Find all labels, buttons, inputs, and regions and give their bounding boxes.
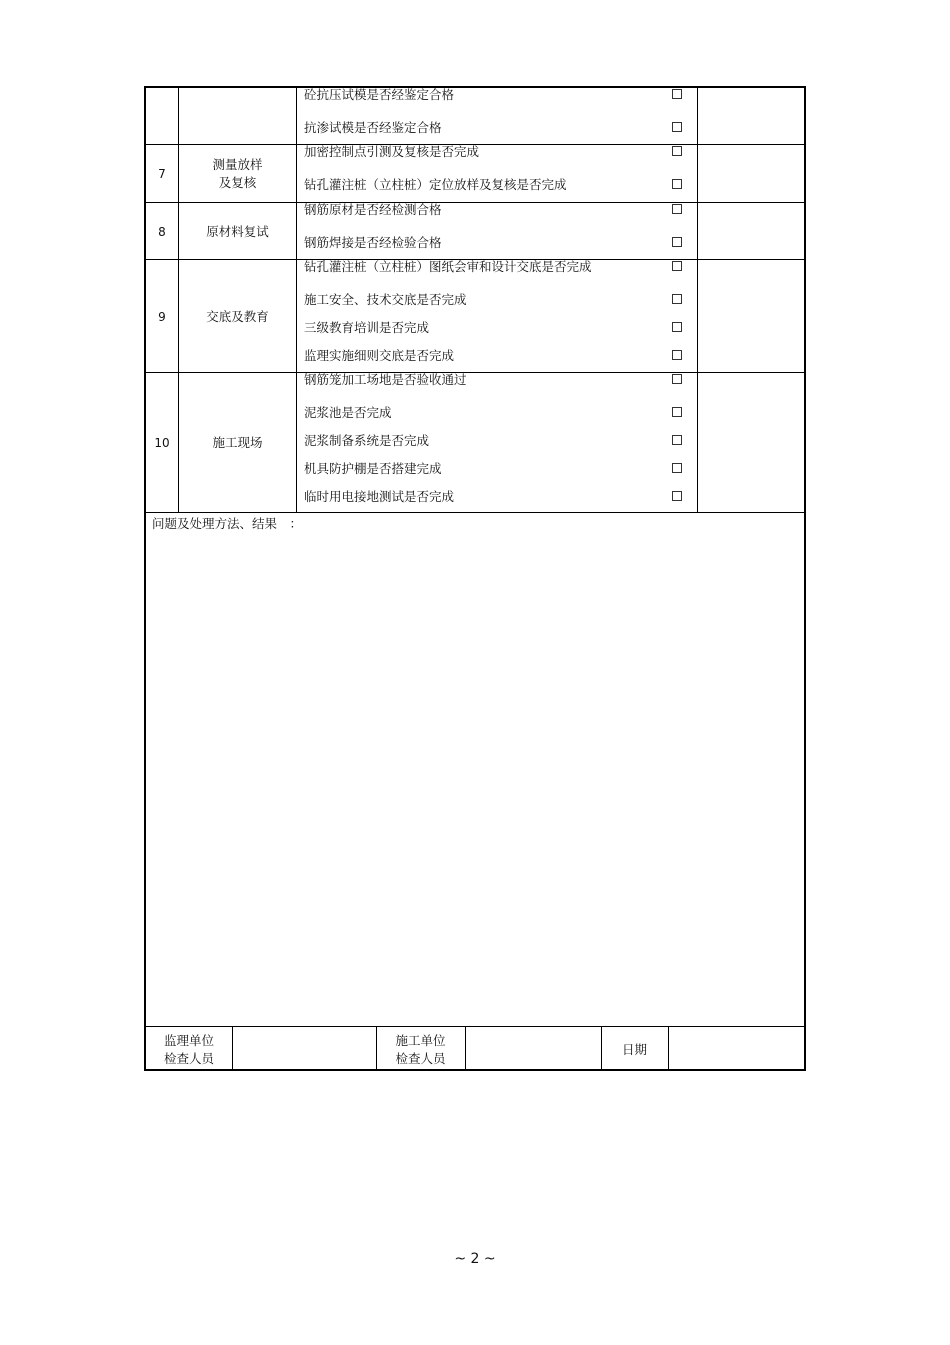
check-item-checkbox[interactable]: [672, 407, 682, 417]
table-column-divider: [697, 260, 698, 373]
row-category-text: [206, 223, 269, 241]
row-category: [179, 373, 296, 513]
table-row-divider: [146, 512, 804, 513]
footer-column-divider: [465, 1026, 466, 1071]
inspection-form-table: [144, 86, 806, 1071]
row-number: 9: [158, 309, 166, 324]
check-item-checkbox[interactable]: [672, 179, 682, 189]
footer-column-divider: [376, 1026, 377, 1071]
table-column-divider: [296, 88, 297, 145]
check-item-checkbox[interactable]: [672, 146, 682, 156]
row-category-line: 交底及教育: [206, 308, 269, 324]
contractor-label-line1: 施工单位: [395, 1032, 446, 1048]
table-column-divider: [178, 260, 179, 373]
table-column-divider: [296, 145, 297, 203]
page-number: ~ 2 ~: [454, 1251, 496, 1267]
check-item-checkbox[interactable]: [672, 261, 682, 271]
check-item-checkbox[interactable]: [672, 237, 682, 247]
check-item-checkbox[interactable]: [672, 204, 682, 214]
check-item-checkbox[interactable]: [672, 463, 682, 473]
check-item-label: 三级教育培训是否完成: [304, 320, 430, 335]
table-column-divider: [697, 88, 698, 145]
row-number: 10: [154, 436, 170, 450]
check-item-label: 钻孔灌注桩（立柱桩）定位放样及复核是否完成: [304, 177, 567, 192]
table-column-divider: [697, 145, 698, 203]
table-column-divider: [178, 203, 179, 260]
row-category: [179, 145, 296, 203]
check-item-checkbox[interactable]: [672, 491, 682, 501]
date-field[interactable]: [669, 1030, 804, 1069]
row-category: [179, 203, 296, 260]
table-column-divider: [178, 88, 179, 145]
footer-column-divider: [601, 1026, 602, 1071]
check-item-label: 泥浆制备系统是否完成: [304, 433, 430, 448]
row-category: [179, 88, 296, 145]
row-category: [179, 260, 296, 373]
supervisor-inspector-label: [146, 1030, 232, 1069]
remarks-label: 问题及处理方法、结果 ：: [152, 516, 303, 531]
row-category-line: 测量放样: [212, 157, 263, 172]
check-item-label: 钢筋原材是否经检测合格: [304, 202, 442, 217]
supervisor-inspector-field[interactable]: [233, 1030, 376, 1069]
check-item-checkbox[interactable]: [672, 322, 682, 332]
table-column-divider: [697, 373, 698, 513]
row-category-text: [206, 308, 269, 326]
supervisor-label-line2: 检查人员: [163, 1050, 214, 1066]
check-item-label: 机具防护棚是否搭建完成: [304, 461, 442, 476]
check-item-label: 监理实施细则交底是否完成: [304, 348, 455, 363]
table-column-divider: [296, 373, 297, 513]
footer-divider: [146, 1026, 804, 1027]
row-category-text: [212, 434, 262, 452]
check-item-checkbox[interactable]: [672, 374, 682, 384]
check-item-checkbox[interactable]: [672, 294, 682, 304]
row-category-line: 及复核: [218, 175, 257, 190]
check-item-label: 施工安全、技术交底是否完成: [304, 292, 467, 307]
contractor-inspector-label: [376, 1030, 465, 1069]
contractor-inspector-field[interactable]: [466, 1030, 601, 1069]
check-item-checkbox[interactable]: [672, 435, 682, 445]
check-item-label: 钻孔灌注桩（立柱桩）图纸会审和设计交底是否完成: [304, 259, 592, 274]
row-category-line: 施工现场: [212, 435, 263, 450]
row-number: 7: [158, 167, 166, 181]
supervisor-label-line1: 监理单位: [163, 1032, 214, 1048]
check-item-label: 砼抗压试模是否经鉴定合格: [304, 87, 455, 102]
row-category-line: 原材料复试: [206, 223, 269, 239]
table-column-divider: [296, 260, 297, 373]
check-item-checkbox[interactable]: [672, 89, 682, 99]
check-item-label: 临时用电接地测试是否完成: [304, 489, 455, 504]
check-item-label: 加密控制点引测及复核是否完成: [304, 144, 480, 159]
table-column-divider: [697, 203, 698, 260]
date-label: 日期: [621, 1041, 647, 1057]
check-item-label: 抗渗试模是否经鉴定合格: [304, 120, 442, 135]
footer-column-divider: [668, 1026, 669, 1071]
table-column-divider: [178, 373, 179, 513]
table-column-divider: [296, 203, 297, 260]
check-item-checkbox[interactable]: [672, 350, 682, 360]
form-body: [146, 88, 804, 1069]
check-item-label: 钢筋笼加工场地是否验收通过: [304, 372, 467, 387]
contractor-label-line2: 检查人员: [395, 1050, 446, 1066]
row-number: [146, 88, 178, 145]
row-number: 8: [158, 224, 166, 239]
footer-column-divider: [232, 1026, 233, 1071]
check-item-checkbox[interactable]: [672, 122, 682, 132]
check-item-label: 泥浆池是否完成: [304, 405, 392, 420]
check-item-label: 钢筋焊接是否经检验合格: [304, 235, 442, 250]
row-category-text: [212, 156, 262, 192]
table-column-divider: [178, 145, 179, 203]
